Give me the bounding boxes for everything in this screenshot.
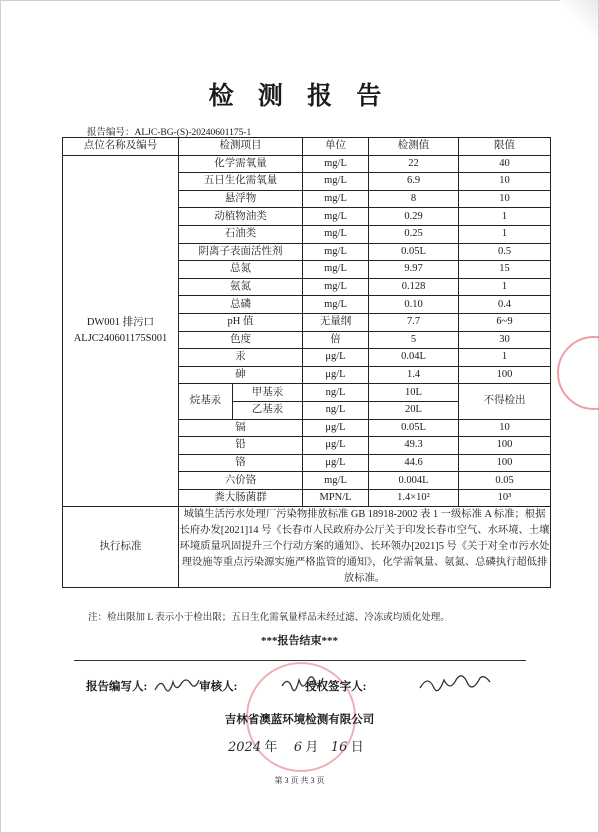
limit-cell: 不得检出 [459, 384, 551, 419]
page-corner-fold [560, 0, 598, 38]
unit-cell: mg/L [303, 173, 369, 191]
value-cell: 20L [369, 401, 459, 419]
unit-cell: μg/L [303, 366, 369, 384]
item-cell: 乙基汞 [233, 401, 303, 419]
value-cell: 6.9 [369, 173, 459, 191]
unit-cell: μg/L [303, 454, 369, 472]
header-point: 点位名称及编号 [63, 138, 179, 156]
limit-cell: 100 [459, 454, 551, 472]
standard-text: 城镇生活污水处理厂污染物排放标准 GB 18918-2002 表 1 一级标准 A 标准；根据长府办发[2021]14 号《长春市人民政府办公厅关于印发长春市空气、水环境、土壤环境质量巩固提升三个行动方案的通知》、长环领办[2021]5 号《关于对全市污水处理设施等重点污染源实施严格监管的通知》，化学需氧量、氨氮、总磷执行超低排放标准。 [179, 507, 551, 588]
header-limit: 限值 [459, 138, 551, 156]
item-cell: 悬浮物 [179, 190, 303, 208]
item-cell: 镉 [179, 419, 303, 437]
item-cell: 汞 [179, 349, 303, 367]
value-cell: 8 [369, 190, 459, 208]
unit-cell: mg/L [303, 208, 369, 226]
alkyl-mercury-group: 烷基汞 [179, 384, 233, 419]
limit-cell: 1 [459, 225, 551, 243]
unit-cell: mg/L [303, 190, 369, 208]
unit-cell: mg/L [303, 261, 369, 279]
item-cell: 总磷 [179, 296, 303, 314]
item-cell: 阴离子表面活性剂 [179, 243, 303, 261]
item-cell: 铬 [179, 454, 303, 472]
limit-cell: 30 [459, 331, 551, 349]
limit-cell: 1 [459, 349, 551, 367]
item-cell: 铅 [179, 437, 303, 455]
reviewer-signature [278, 672, 326, 698]
value-cell: 44.6 [369, 454, 459, 472]
item-cell: 氨氮 [179, 278, 303, 296]
value-cell: 0.04L [369, 349, 459, 367]
item-cell: 六价铬 [179, 472, 303, 490]
limit-cell: 1 [459, 208, 551, 226]
unit-cell: mg/L [303, 472, 369, 490]
date-month-char: 月 [305, 739, 319, 754]
reviewer-label: 审核人: [199, 681, 238, 693]
value-cell: 10L [369, 384, 459, 402]
value-cell: 5 [369, 331, 459, 349]
item-cell: 色度 [179, 331, 303, 349]
footnote: 注：检出限加 L 表示小于检出限；五日生化需氧量样品未经过滤、冷冻或均质化处理。 [88, 613, 450, 623]
unit-cell: mg/L [303, 155, 369, 173]
value-cell: 0.10 [369, 296, 459, 314]
date-year: 2024 [228, 740, 262, 755]
limit-cell: 1 [459, 278, 551, 296]
item-cell: 化学需氧量 [179, 155, 303, 173]
unit-cell: ng/L [303, 401, 369, 419]
value-cell: 0.004L [369, 472, 459, 490]
limit-cell: 100 [459, 366, 551, 384]
company-name: 吉林省澳蓝环境检测有限公司 [224, 714, 375, 726]
unit-cell: μg/L [303, 419, 369, 437]
item-cell: 砷 [179, 366, 303, 384]
date-year-char: 年 [264, 739, 278, 754]
limit-cell: 10 [459, 190, 551, 208]
approver-signature [416, 672, 496, 698]
approver-label: 授权签字人: [305, 681, 367, 693]
limit-cell: 10 [459, 173, 551, 191]
point-cell [63, 155, 179, 507]
value-cell: 7.7 [369, 313, 459, 331]
divider [74, 660, 526, 661]
end-mark: ***报告结束*** [261, 635, 338, 647]
author-signature [152, 674, 202, 698]
table-row [63, 155, 551, 173]
item-cell: 五日生化需氧量 [179, 173, 303, 191]
item-cell: pH 值 [179, 313, 303, 331]
item-cell: 甲基汞 [233, 384, 303, 402]
header-unit: 单位 [303, 138, 369, 156]
standard-label: 执行标准 [63, 507, 179, 588]
report-date [228, 736, 364, 755]
page-number: 第 3 页 共 3 页 [274, 776, 325, 785]
date-day: 16 [330, 740, 348, 755]
value-cell: 9.97 [369, 261, 459, 279]
header-item: 检测项目 [179, 138, 303, 156]
value-cell: 49.3 [369, 437, 459, 455]
unit-cell: μg/L [303, 437, 369, 455]
limit-cell: 10³ [459, 489, 551, 507]
item-cell: 总氮 [179, 261, 303, 279]
value-cell: 0.25 [369, 225, 459, 243]
limit-cell: 40 [459, 155, 551, 173]
value-cell: 1.4×10² [369, 489, 459, 507]
value-cell: 0.05L [369, 419, 459, 437]
unit-cell: μg/L [303, 349, 369, 367]
date-month: 6 [293, 740, 303, 755]
limit-cell: 100 [459, 437, 551, 455]
unit-cell: ng/L [303, 384, 369, 402]
limit-cell: 0.4 [459, 296, 551, 314]
limit-cell: 10 [459, 419, 551, 437]
limit-cell: 15 [459, 261, 551, 279]
document-title: 检 测 报 告 [208, 83, 391, 110]
report-number: 报告编号：ALJC-BG-(S)-20240601175-1 [87, 128, 252, 138]
unit-cell: 无量纲 [303, 313, 369, 331]
table-header-row [63, 138, 551, 156]
test-results-table [62, 137, 551, 588]
date-day-char: 日 [350, 739, 364, 754]
value-cell: 0.05L [369, 243, 459, 261]
standard-row [63, 507, 551, 588]
point-name: DW001 排污口 [86, 317, 155, 329]
item-cell: 粪大肠菌群 [179, 489, 303, 507]
value-cell: 1.4 [369, 366, 459, 384]
value-cell: 0.29 [369, 208, 459, 226]
unit-cell: 倍 [303, 331, 369, 349]
limit-cell: 0.5 [459, 243, 551, 261]
item-cell: 石油类 [179, 225, 303, 243]
unit-cell: mg/L [303, 278, 369, 296]
item-cell: 动植物油类 [179, 208, 303, 226]
unit-cell: mg/L [303, 243, 369, 261]
header-value: 检测值 [369, 138, 459, 156]
unit-cell: mg/L [303, 225, 369, 243]
unit-cell: MPN/L [303, 489, 369, 507]
value-cell: 0.128 [369, 278, 459, 296]
point-code: ALJC240601175S001 [73, 333, 168, 345]
author-label: 报告编写人: [86, 681, 148, 693]
value-cell: 22 [369, 155, 459, 173]
limit-cell: 0.05 [459, 472, 551, 490]
limit-cell: 6~9 [459, 313, 551, 331]
unit-cell: mg/L [303, 296, 369, 314]
